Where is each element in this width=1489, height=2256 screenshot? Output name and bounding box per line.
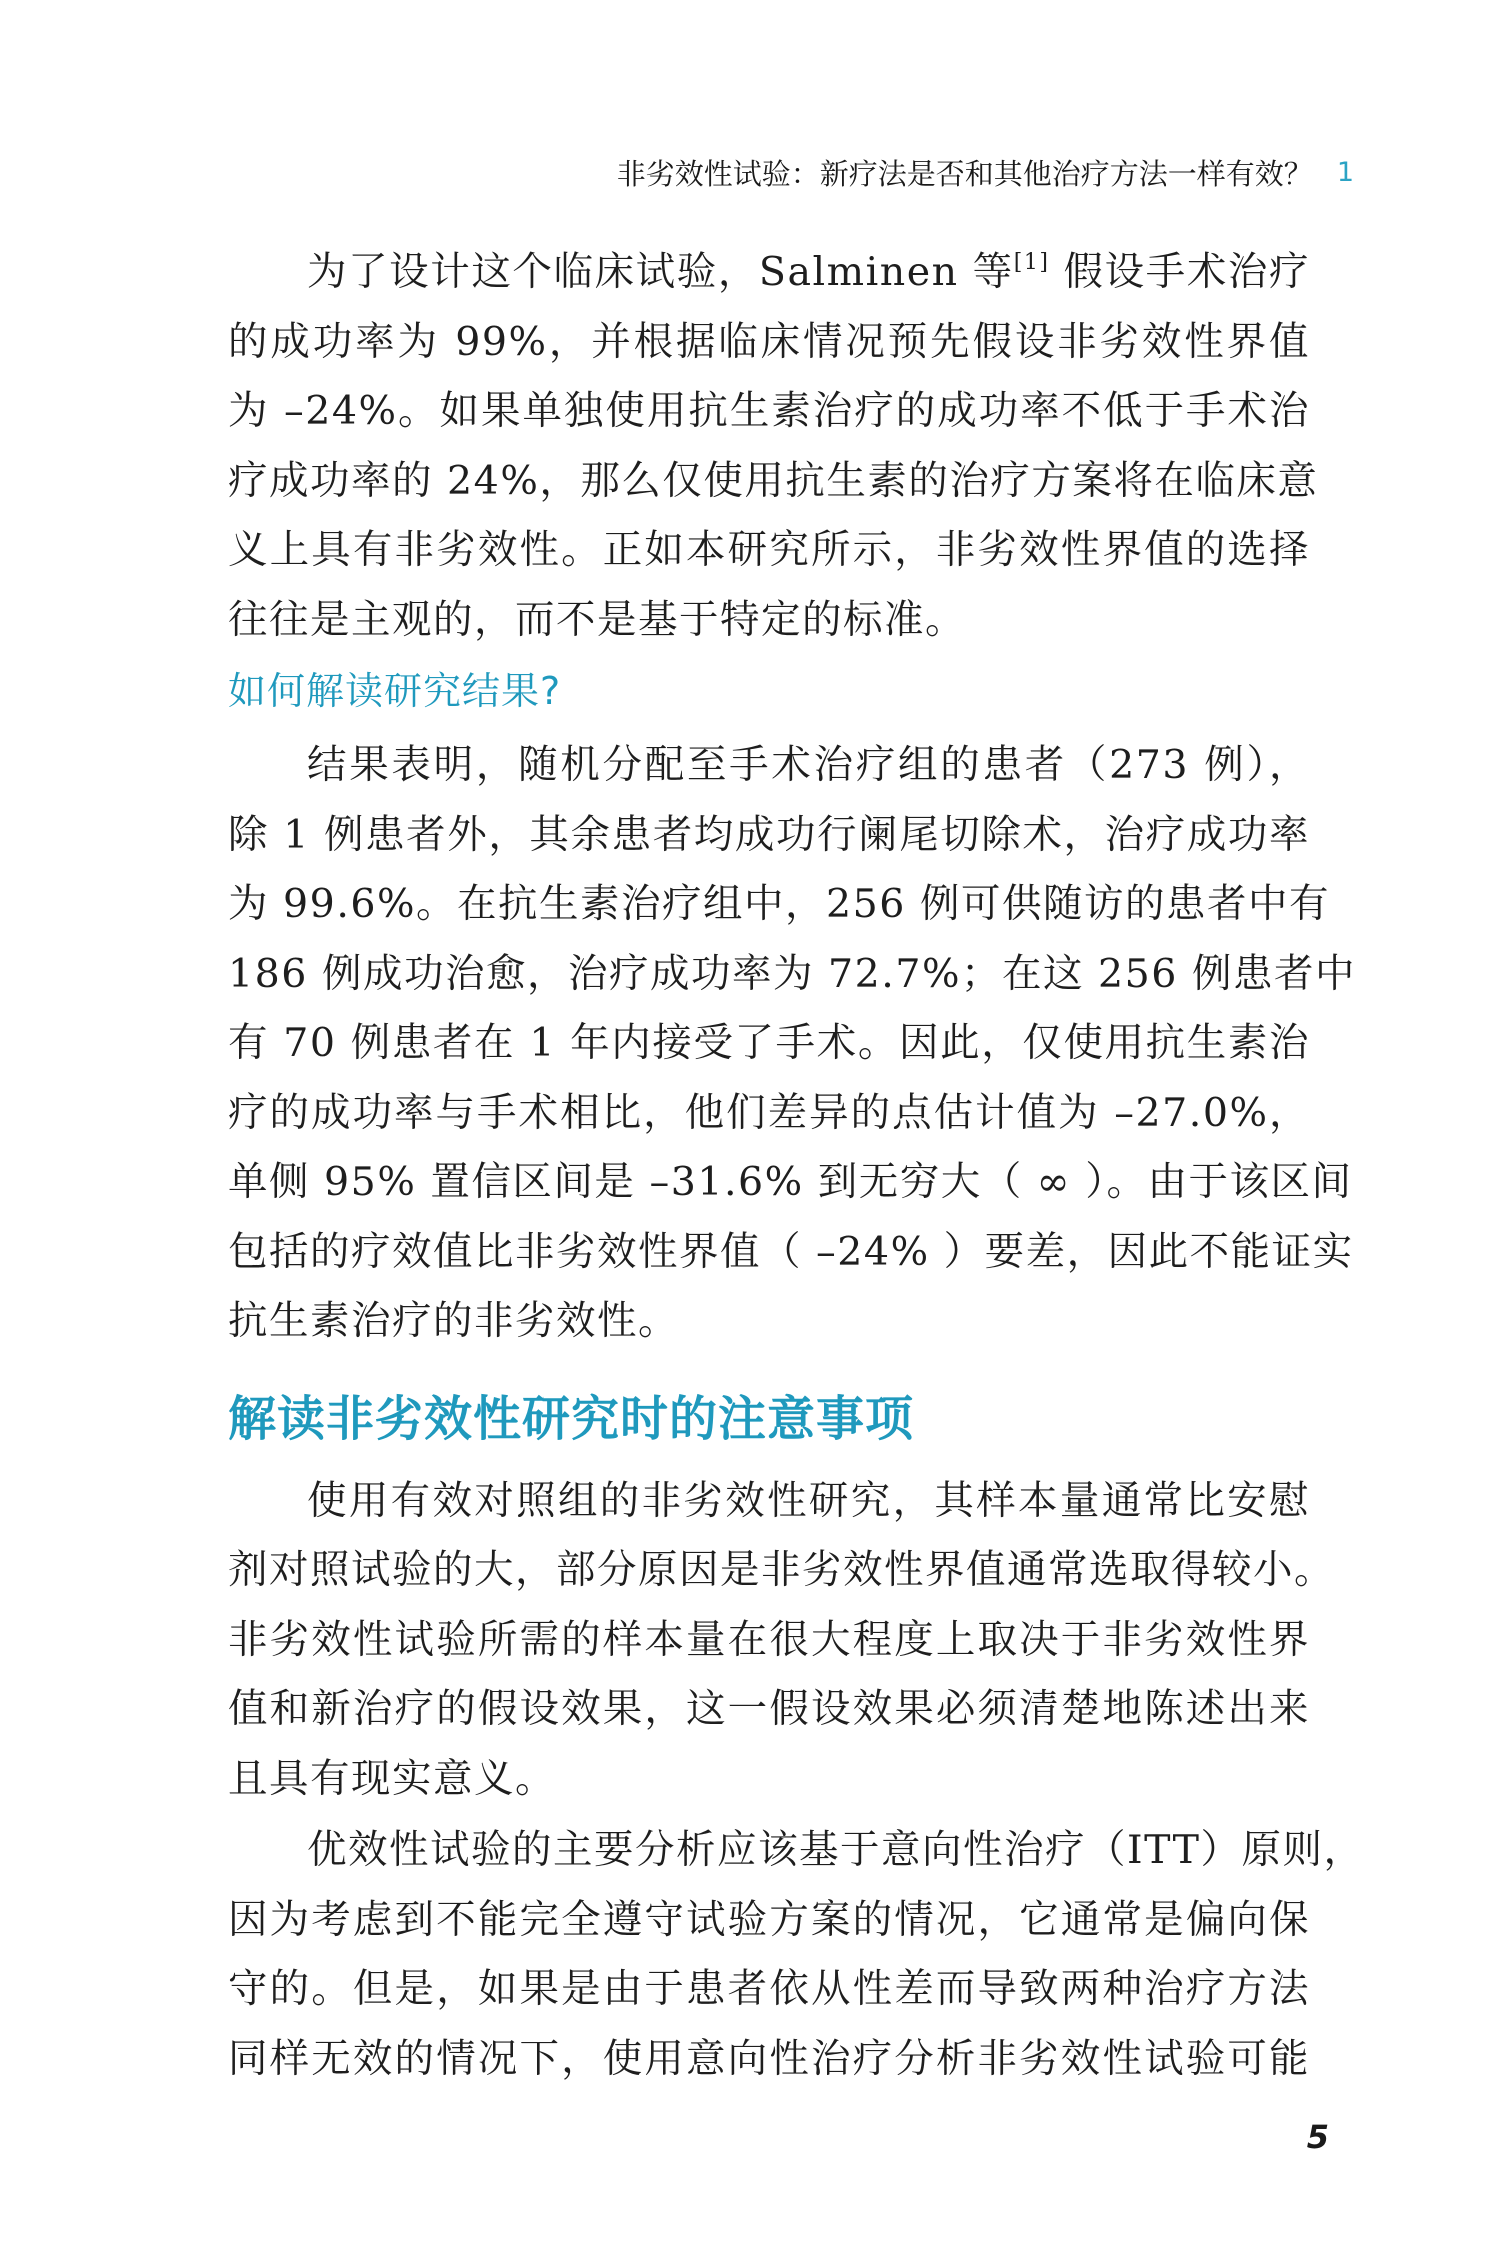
paragraph-line: 往往是主观的，而不是基于特定的标准。 [228,596,966,643]
paragraph-line: 为了设计这个临床试验，Salminen 等[1] 假设手术治疗 [307,249,1310,295]
section-heading-considerations: 解读非劣效性研究时的注意事项 [228,1390,915,1447]
paragraph-line: 且具有现实意义。 [228,1755,556,1802]
paragraph-results [228,731,1356,1357]
paragraph-line: 疗的成功率与手术相比，他们差异的点估计值为 –27.0%， [228,1089,1310,1136]
paragraph-line: 为 99.6%。在抗生素治疗组中，256 例可供随访的患者中有 [228,881,1330,927]
paragraph-line: 除 1 例患者外，其余患者均成功行阑尾切除术，治疗成功率 [228,811,1310,858]
paragraph-itt [228,1816,1365,2094]
paragraph-line: 剂对照试验的大，部分原因是非劣效性界值通常选取得较小。 [228,1547,1335,1593]
paragraph-line: 疗成功率的 24%，那么仅使用抗生素的治疗方案将在临床意 [228,457,1319,504]
paragraph-line: 包括的疗效值比非劣效性界值（ –24% ）要差，因此不能证实 [228,1228,1354,1275]
paragraph-line: 186 例成功治愈，治疗成功率为 72.7%；在这 256 例患者中 [228,950,1356,997]
running-header [617,152,1354,193]
paragraph-line: 义上具有非劣效性。正如本研究所示，非劣效性界值的选择 [228,527,1310,573]
paragraph-line: 守的。但是，如果是由于患者依从性差而导致两种治疗方法 [228,1966,1310,2012]
paragraph-line: 抗生素治疗的非劣效性。 [228,1298,679,1344]
paragraph-line: 的成功率为 99%，并根据临床情况预先假设非劣效性界值 [228,318,1310,365]
paragraph-line: 单侧 95% 置信区间是 –31.6% 到无穷大（ ∞ ）。由于该区间 [228,1159,1353,1205]
paragraph-line: 使用有效对照组的非劣效性研究，其样本量通常比安慰 [307,1477,1310,1524]
paragraph-line: 值和新治疗的假设效果，这一假设效果必须清楚地陈述出来 [228,1686,1310,1732]
paragraph-line: 有 70 例患者在 1 年内接受了手术。因此，仅使用抗生素治 [228,1020,1310,1066]
paragraph-line: 非劣效性试验所需的样本量在很大程度上取决于非劣效性界 [228,1616,1310,1663]
paragraph-salminen-design [228,238,1319,655]
subheading-interpret-results: 如何解读研究结果? [228,669,562,713]
paragraph-line: 因为考虑到不能完全遵守试验方案的情况，它通常是偏向保 [228,1896,1310,1943]
chapter-number: 1 [1336,157,1354,188]
page-number: 5 [1306,2118,1329,2156]
paragraph-line: 结果表明，随机分配至手术治疗组的患者（273 例）， [307,742,1310,788]
page-body [228,238,1365,2094]
paragraph-sample-size [228,1467,1335,1815]
running-header-title: 非劣效性试验：新疗法是否和其他治疗方法一样有效？ [616,157,1313,191]
paragraph-line: 优效性试验的主要分析应该基于意向性治疗（ITT）原则， [307,1827,1365,1873]
citation-ref: [1] [1013,250,1050,275]
paragraph-line: 为 –24%。如果单独使用抗生素治疗的成功率不低于手术治 [228,388,1310,434]
paragraph-line: 同样无效的情况下，使用意向性治疗分析非劣效性试验可能 [228,2035,1310,2082]
